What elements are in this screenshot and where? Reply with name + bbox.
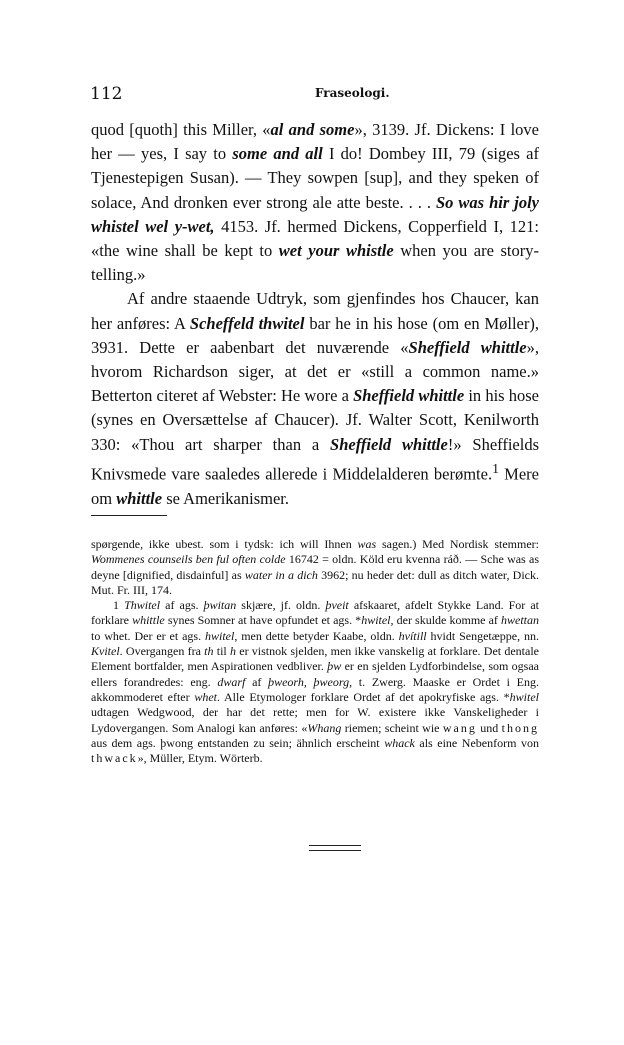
end-ornament-rule — [309, 845, 361, 851]
running-header — [90, 84, 540, 106]
main-text — [91, 118, 539, 511]
paragraph-1: quod [quoth] this Miller, «al and some», 3139. Jf. Dickens: I love her — yes, I say to some and all I do! Dombey III, 79 (siges af Tjenestepigen Susan). — They sowpen [sup], and they speken of solace, And dronken ever strong ale atte beste. . . . So was hir joly whistel wel y-wet, 4153. Jf. hermed Dickens, Copperfield I, 121: «the wine shall be kept to wet your whistle when you are story-telling.» — [91, 120, 540, 285]
paragraph-2: Af andre staaende Udtryk, som gjenfindes hos Chaucer, kan her anføres: A Scheffeld thwitel bar he in his hose (om en Møller), 3931. Dette er aabenbart det nuværende «Sheffield whittle», hvorom Richardson siger, at det er «still a common name.» Betterton citeret af Webster: He wore a Sheffield whittle in his hose (synes en Oversættelse af Chaucer). Jf. Walter Scott, Kenilworth 330: «Thou art sharper than a Sheffield whittle!» Sheffields Knivsmede vare saaledes allerede i Middelalderen berømte.$^1$ Mere om whittle se Amerikanismer. — [91, 289, 540, 508]
footnote-ref: 1 — [492, 460, 499, 476]
footnote-divider — [91, 515, 167, 516]
running-title: Fraseologi. — [315, 86, 390, 100]
footnote-1: 1 Thwitel af ags. þwitan skjære, jf. oldn. þveit afskaaret, afdelt Stykke Land. For at forklare whittle synes Somner at have opfundet et ags. *hwitel, der skulde komme af hwettan to whet. Der er et ags. hwitel, men dette betyder Kaabe, oldn. hvítill hvidt Sengetæppe, nn. Kvitel. Overgangen fra th til h er vistnok sjelden, men ikke vanskelig at forklare. Det dentale Element bortfalder, men Aspirationen vedbliver. þw er en sjelden Lydforbindelse, som ogsaa ellers forandredes: eng. dwarf af þweorh, þweorg, t. Zwerg. Maaske er Ordet i Eng. akkommoderet efter whet. Alle Etymologer forklare Ordet af det apokryfiske ags. *hwitel udtagen Wedgwood, der har det rette; men for W. existere ikke Vanskeligheder i Lydovergangen. Som Analogi kan anføres: «Whang riemen; scheint wie wang und thong aus dem ags. þwong entstanden zu sein; ähnlich erscheint whack als eine Nebenform von thwack», Müller, Etym. Wörterb. — [91, 598, 540, 766]
footnotes — [91, 537, 539, 766]
footnote-continuation: spørgende, ikke ubest. som i tydsk: ich will Ihnen was sagen.) Med Nordisk stemmer: Wommenes counseils ben ful often colde 16742 = oldn. Köld eru kvenna ráð. — Sche was as deyne [dignified, disdainful] as water in a dich 3962; nu heder det: dull as ditch water, Dick. Mut. Fr. III, 174. — [91, 537, 540, 597]
page-number: 112 — [90, 84, 123, 104]
